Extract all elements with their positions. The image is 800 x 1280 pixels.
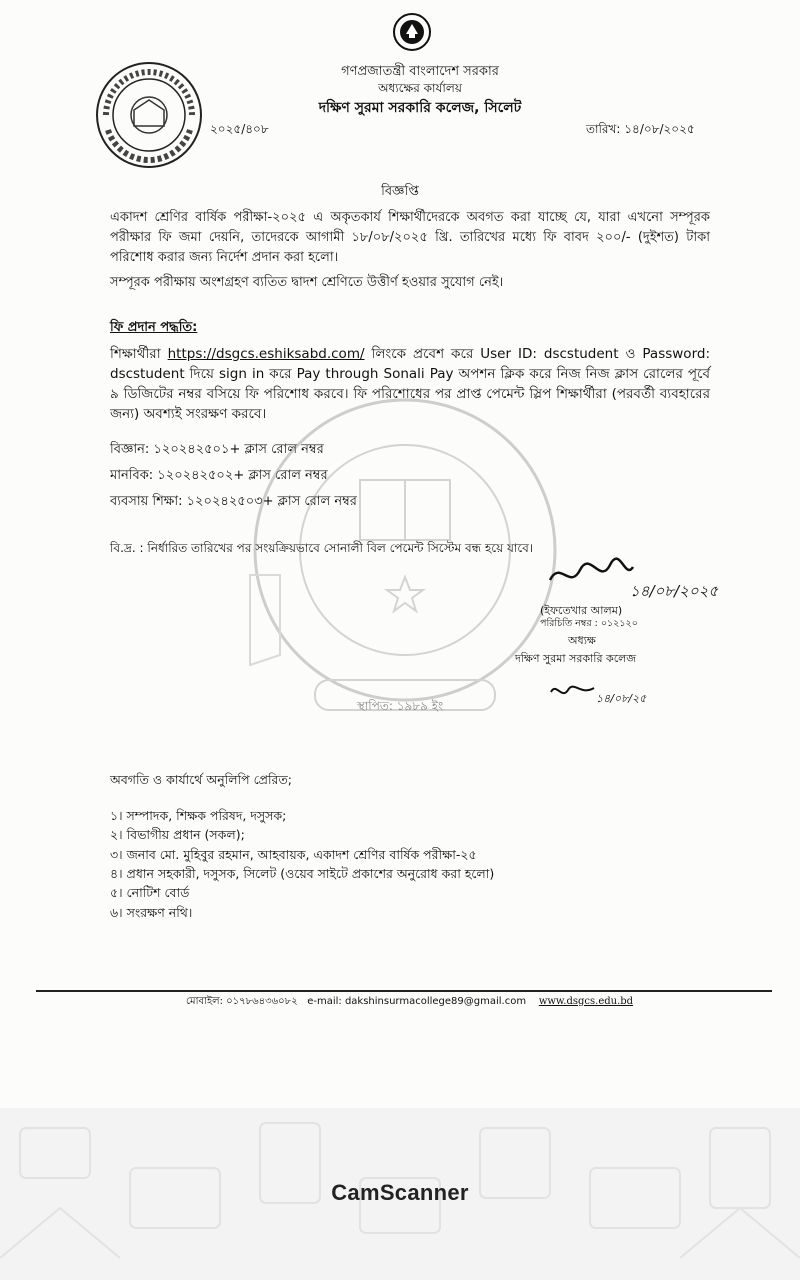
group-business: ব্যবসায় শিক্ষা: ১২০২৪২৫০৩+ ক্লাস রোল নম্বর	[110, 494, 357, 509]
fee-payment-link[interactable]: https://dsgcs.eshiksabd.com/	[167, 346, 365, 362]
principal-id: পরিচিতি নম্বর : ০১২১২০	[540, 618, 638, 629]
memo-number: ২০২৫/৪০৮	[210, 122, 269, 136]
memo-date: তারিখ: ১৪/০৮/২০২৫	[586, 122, 695, 136]
footer-divider	[36, 990, 772, 992]
government-emblem-icon	[392, 12, 432, 52]
college-watermark-seal-icon	[240, 385, 570, 725]
notice-paragraph-1: একাদশ শ্রেণির বার্ষিক পরীক্ষা-২০২৫ এ অকৃতকার্য শিক্ষার্থীদেরকে অবগত করা যাচ্ছে যে, যারা এখনো সম্পূরক পরীক্ষার ফি জমা দেয়নি, তাদেরকে আগামী ১৮/০৮/২০২৫ খ্রি. তারিখের মধ্যে ফি বাবদ ২০০/- (দুইশত) টাকা পরিশোধ করার জন্য নির্দেশ প্রদান করা হলো।	[110, 210, 710, 265]
camscanner-brand: CamScanner	[331, 1180, 469, 1205]
cc-item: ৬। সংরক্ষণ নথি।	[110, 905, 193, 920]
cc-item: ২। বিভাগীয় প্রধান (সকল);	[110, 827, 245, 842]
special-note: বি.দ্র. : নির্ধারিত তারিখের পর সংয়ক্রিয়ভাবে সোনালী বিল পেমেন্ট সিস্টেম বন্ধ হয়ে যাবে।	[110, 541, 534, 555]
cc-item: ১। সম্পাদক, শিক্ষক পরিষদ, দসুসক;	[110, 808, 287, 823]
group-humanities: মানবিক: ১২০২৪২৫০২+ ক্লাস রোল নম্বর	[110, 468, 328, 483]
initial-signature-icon	[548, 680, 598, 702]
cc-item: ৩। জনাব মো. মুহিবুর রহমান, আহবায়ক, একাদশ শ্রেণির বার্ষিক পরীক্ষা-২৫	[110, 847, 477, 862]
watermark-established: স্থাপিত: ১৯৮৯ ইং	[356, 699, 444, 713]
footer-website[interactable]: www.dsgcs.edu.bd	[538, 996, 634, 1007]
office-seal-icon	[94, 60, 204, 170]
cc-heading: অবগতি ও কার্যার্থে অনুলিপি প্রেরিত;	[110, 772, 293, 787]
footer-mobile: মোবাইল: ০১৭৮৬৪৩৬০৮২	[186, 996, 298, 1007]
fee-instructions-rest: লিংকে প্রবেশ করে User ID: dscstudent ও Password: dscstudent দিয়ে sign in করে Pay through Sonali Pay অপশন ক্লিক করে নিজ নিজ ক্লাস রোলের পূর্বে ৯ ডিজিটের নম্বর বসিয়ে ফি পরিশোধ করবে। ফি পরিশোধের পর প্রাপ্ত পেমেন্ট স্লিপ শিক্ষার্থীরা (পরবর্তী ব্যবহারের জন্য) অবশ্যই সংরক্ষণ করবে।	[110, 346, 710, 422]
cc-item: ৪। প্রধান সহকারী, দসুসক, সিলেট (ওয়েব সাইটে প্রকাশের অনুরোধ করা হলো)	[110, 866, 495, 881]
footer-contact	[186, 994, 633, 1011]
group-science: বিজ্ঞান: ১২০২৪২৫০১+ ক্লাস রোল নম্বর	[110, 442, 324, 457]
principal-college: দক্ষিণ সুরমা সরকারি কলেজ	[515, 652, 637, 665]
principal-signature-icon	[545, 555, 635, 595]
principal-name: (ইফতেখার আলম)	[540, 604, 623, 617]
notice-paragraph-2: সম্পূরক পরীক্ষায় অংশগ্রহণ ব্যতিত দ্বাদশ শ্রেণিতে উত্তীর্ণ হওয়ার সুযোগ নেই।	[110, 275, 504, 290]
office-name: অধ্যক্ষের কার্যালয়	[378, 81, 462, 95]
footer-email: e-mail: dakshinsurmacollege89@gmail.com	[307, 996, 527, 1007]
notice-title: বিজ্ঞপ্তি	[381, 184, 419, 199]
fee-method-heading: ফি প্রদান পদ্ধতি:	[110, 320, 198, 335]
signature-date: ১৪/০৮/২০২৫	[630, 582, 719, 600]
principal-title: অধ্যক্ষ	[568, 634, 596, 647]
government-name: গণপ্রজাতন্ত্রী বাংলাদেশ সরকার	[341, 64, 499, 79]
initial-date: ১৪/০৮/২৫	[596, 692, 647, 705]
fee-instructions-lead: শিক্ষার্থীরা	[110, 346, 161, 362]
cc-item: ৫। নোটিশ বোর্ড	[110, 885, 190, 900]
college-name: দক্ষিণ সুরমা সরকারি কলেজ, সিলেট	[318, 100, 522, 116]
